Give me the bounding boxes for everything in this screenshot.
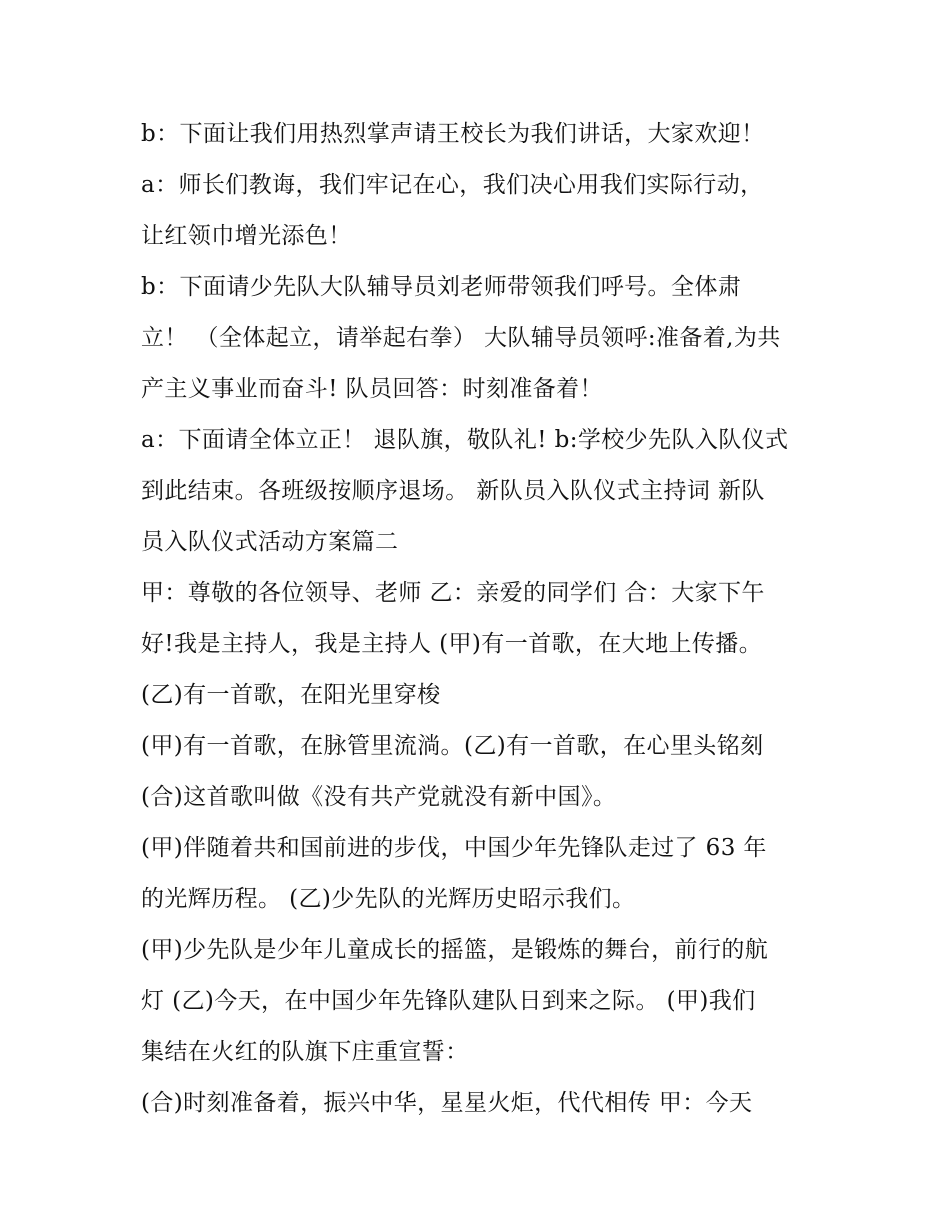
text-line: (乙)有一首歌，在阳光里穿梭: [141, 682, 441, 708]
text-line: 灯 (乙)今天，在中国少年先锋队建队日到来之际。 (甲)我们: [141, 988, 756, 1014]
text-line: (甲)少先队是少年儿童成长的摇篮，是锻炼的舞台，前行的航: [141, 937, 769, 963]
text-line: (合)时刻准备着，振兴中华，星星火炬，代代相传 甲：今天: [141, 1090, 753, 1116]
text-line: 员入队仪式活动方案篇二: [141, 529, 399, 555]
text-line: (合)这首歌叫做《没有共产党就没有新中国》。: [141, 784, 617, 810]
text-line: a：下面请全体立正！ 退队旗，敬队礼! b:学校少先队入队仪式: [141, 427, 789, 453]
text-line: b：下面让我们用热烈掌声请王校长为我们讲话，大家欢迎！: [141, 121, 765, 147]
text-line: (甲)有一首歌，在脉管里流淌。(乙)有一首歌，在心里头铭刻: [141, 733, 764, 759]
document-text: [141, 109, 831, 1129]
text-line: 产主义事业而奋斗! 队员回答：时刻准备着！: [141, 376, 603, 402]
text-line: 甲：尊敬的各位领导、老师 乙：亲爱的同学们 合：大家下午: [141, 580, 765, 606]
text-line: 立！ （全体起立，请举起右拳） 大队辅导员领呼:准备着,为共: [141, 325, 781, 351]
text-line: 让红领巾增光添色！: [141, 223, 352, 249]
text-line: 好!我是主持人，我是主持人 (甲)有一首歌，在大地上传播。: [141, 631, 763, 657]
text-line: 的光辉历程。 (乙)少先队的光辉历史昭示我们。: [141, 886, 636, 912]
text-line: a：师长们教诲，我们牢记在心，我们决心用我们实际行动，: [141, 172, 764, 198]
text-line: 到此结束。各班级按顺序退场。 新队员入队仪式主持词 新队: [141, 478, 765, 504]
text-line: 集结在火红的队旗下庄重宣誓：: [141, 1039, 469, 1065]
text-line: b：下面请少先队大队辅导员刘老师带领我们呼号。全体肃: [141, 274, 742, 300]
text-line: (甲)伴随着共和国前进的步伐，中国少年先锋队走过了 63 年: [141, 835, 767, 861]
